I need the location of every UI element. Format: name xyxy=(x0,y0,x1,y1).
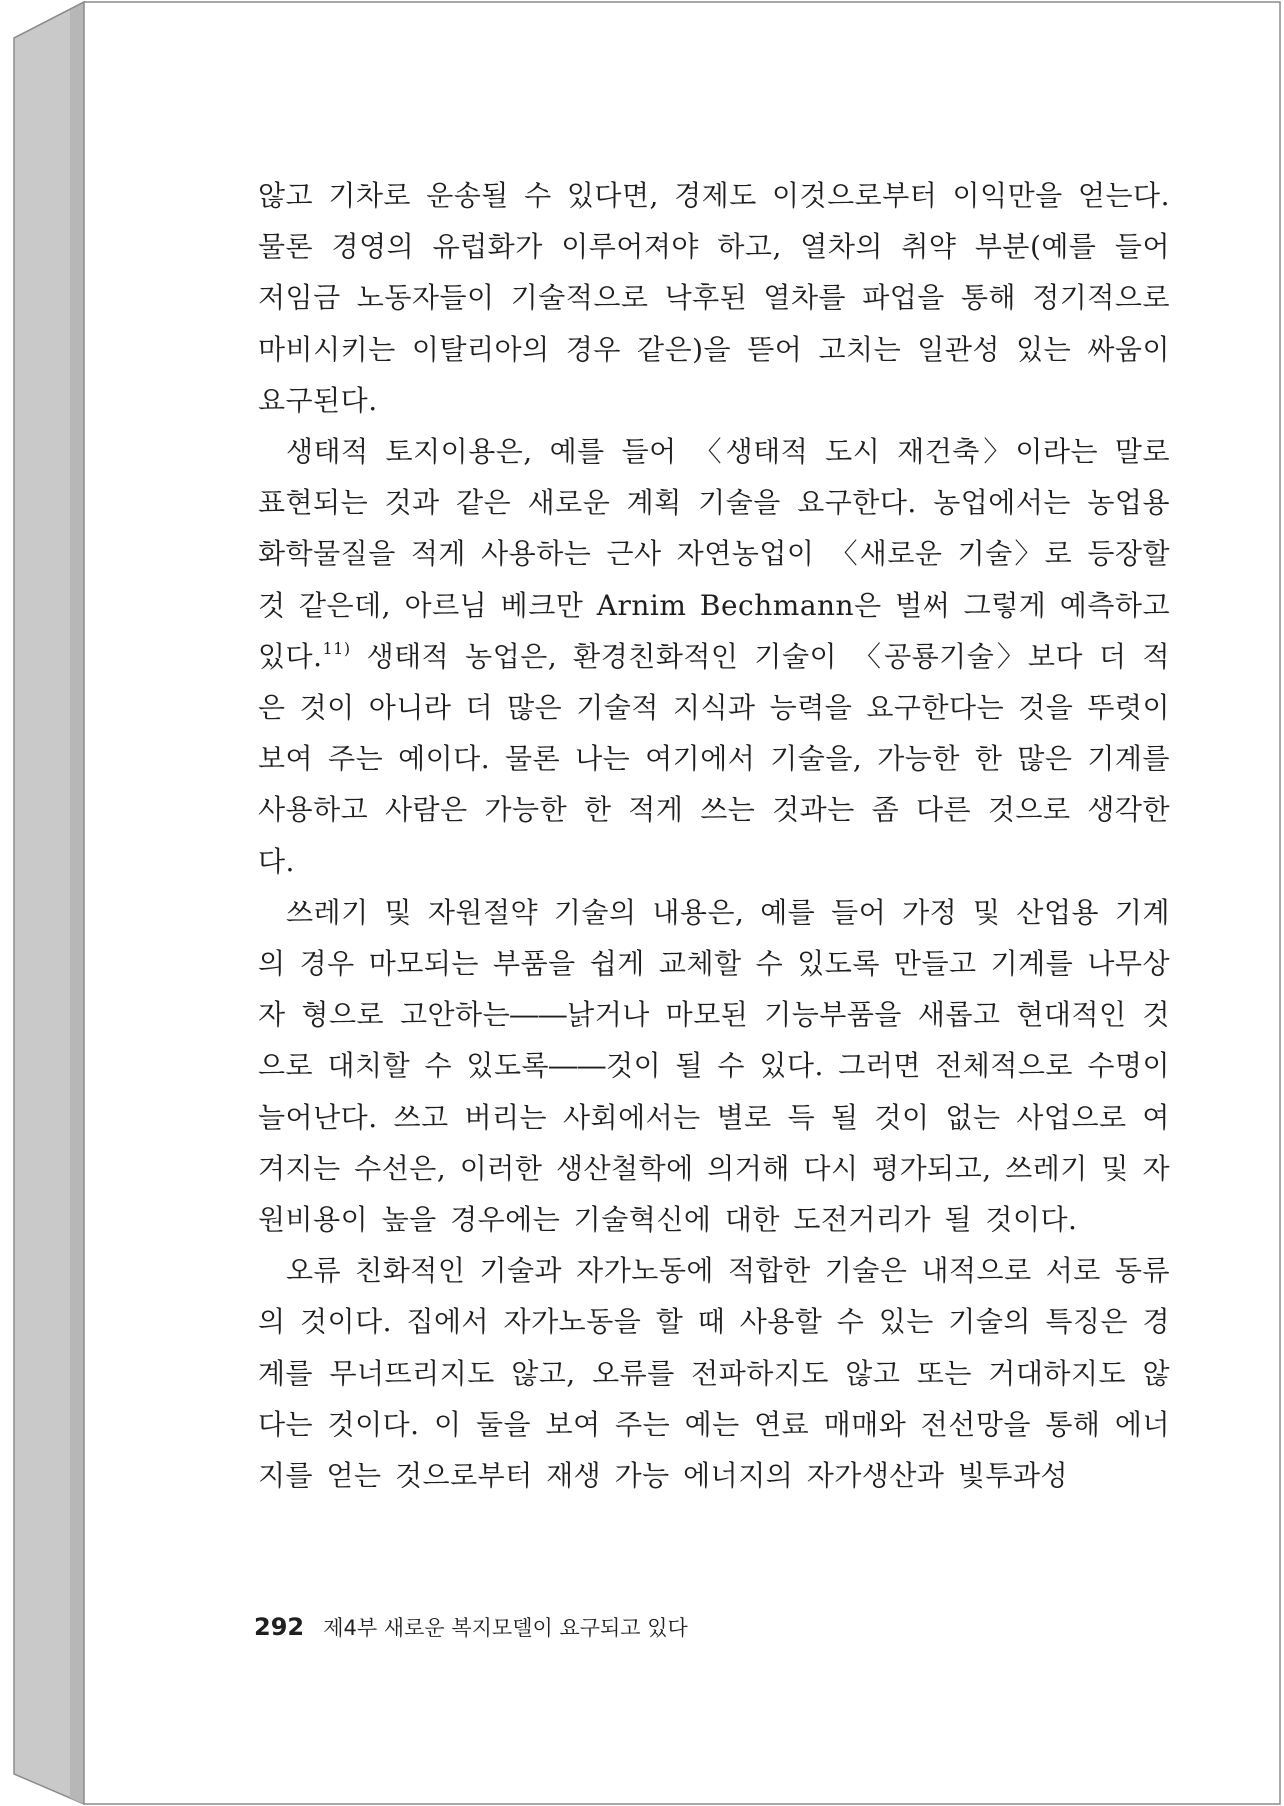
paragraph-3 xyxy=(258,887,1170,1245)
paragraph-4 xyxy=(258,1245,1170,1501)
paragraph-3-text: 쓰레기 및 자원절약 기술의 내용은, 예를 들어 가정 및 산업용 기계의 경우 마모되는 부품을 쉽게 교체할 수 있도록 만들고 기계를 나무상자 형으로 고안하는――낡거나 마모된 기능부품을 새롭고 현대적인 것으로 대치할 수 있도록――것이 될 수 있다. 그러면 전체적으로 수명이 늘어난다. 쓰고 버리는 사회에서는 별로 득 될 것이 없는 사업으로 여겨지는 수선은, 이러한 생산철학에 의거해 다시 평가되고, 쓰레기 및 자원비용이 높을 경우에는 기술혁신에 대한 도전거리가 될 것이다. xyxy=(258,895,1170,1237)
page-footer xyxy=(254,1612,688,1642)
paragraph-1-text: 않고 기차로 운송될 수 있다면, 경제도 이것으로부터 이익만을 얻는다. 물론 경영의 유럽화가 이루어져야 하고, 열차의 취약 부분(예를 들어 저임금 노동자들이 기술적으로 낙후된 열차를 파업을 통해 정기적으로 마비시키는 이탈리아의 경우 같은)을 뜯어 고치는 일관성 있는 싸움이 요구된다. xyxy=(258,179,1170,417)
running-head: 제4부 새로운 복지모델이 요구되고 있다 xyxy=(323,1616,688,1640)
book-spine-shadow xyxy=(70,2,84,1804)
footnote-marker: 11) xyxy=(322,638,351,658)
paragraph-2-text-continued: 생태적 농업은, 환경친화적인 기술이 〈공룡기술〉보다 더 적은 것이 아니라 더 많은 기술적 지식과 능력을 요구한다는 것을 뚜렷이 보여 주는 예이다. 물론 나는 여기에서 기술을, 가능한 한 많은 기계를 사용하고 사람은 가능한 한 적게 쓰는 것과는 좀 다른 것으로 생각한다. xyxy=(258,639,1170,878)
page-body xyxy=(258,170,1170,1501)
paragraph-2-text: 생태적 토지이용은, 예를 들어 〈생태적 도시 재건축〉이라는 말로 표현되는 것과 같은 새로운 계획 기술을 요구한다. 농업에서는 농업용 화학물질을 적게 사용하는 근사 자연농업이 〈새로운 기술〉로 등장할 것 같은데, 아르님 베크만 Arnim Bechmann은 벌써 그렇게 예측하고 있다. xyxy=(258,435,1170,673)
page-number: 292 xyxy=(254,1613,305,1641)
paragraph-4-text: 오류 친화적인 기술과 자가노동에 적합한 기술은 내적으로 서로 동류의 것이다. 집에서 자가노동을 할 때 사용할 수 있는 기술의 특징은 경계를 무너뜨리지도 않고, 오류를 전파하지도 않고 또는 거대하지도 않다는 것이다. 이 둘을 보여 주는 예는 연료 매매와 전선망을 통해 에너지를 얻는 것으로부터 재생 가능 에너지의 자가생산과 빛투과성 xyxy=(258,1254,1170,1493)
paragraph-1 xyxy=(258,170,1170,426)
paragraph-2 xyxy=(258,426,1170,887)
